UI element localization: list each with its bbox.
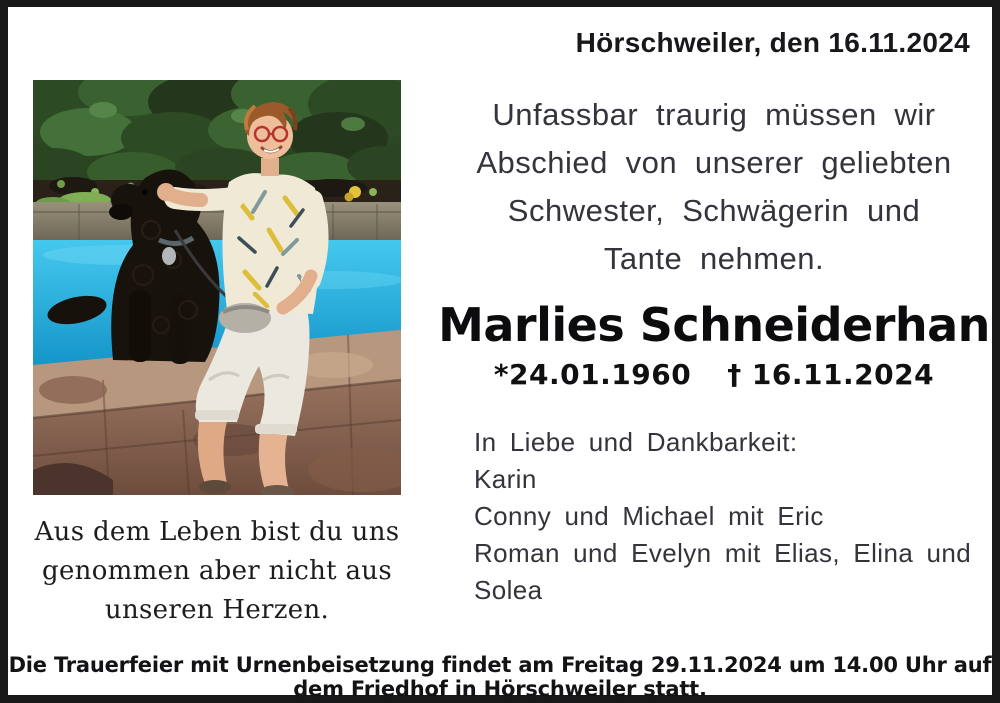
deceased-name: Marlies Schneiderhan — [438, 298, 990, 352]
notice-card — [8, 7, 992, 701]
life-dates — [430, 358, 998, 391]
birth-date: *24.01.1960 — [493, 358, 692, 391]
death-date: † 16.11.2024 — [727, 358, 935, 391]
announcement-column — [430, 91, 998, 609]
intro-line: Abschied von unserer geliebten — [476, 145, 952, 180]
intro-text — [430, 91, 998, 283]
intro-line: Unfassbar traurig müssen wir — [492, 97, 936, 132]
poem-line: unseren Herzen. — [104, 595, 330, 625]
intro-line: Tante nehmen. — [603, 241, 825, 276]
mourners-heading: In Liebe und Dankbarkeit: — [474, 427, 798, 457]
poem-line: Aus dem Leben bist du uns — [34, 517, 400, 547]
memorial-photo-illustration — [33, 80, 401, 495]
mourners-list — [474, 424, 998, 609]
intro-line: Schwester, Schwägerin und — [507, 193, 921, 228]
memorial-photo — [33, 80, 401, 495]
poem-verse — [25, 513, 409, 630]
poem-line: genommen aber nicht aus — [42, 556, 392, 586]
mourner-line: Karin — [474, 464, 537, 494]
mourner-line: Roman und Evelyn mit Elias, Elina und Solea — [474, 538, 972, 605]
mourner-line: Conny und Michael mit Eric — [474, 501, 824, 531]
place-dateline: Hörschweiler, den 16.11.2024 — [575, 27, 970, 58]
funeral-details: Die Trauerfeier mit Urnenbeisetzung findet am Freitag 29.11.2024 um 14.00 Uhr auf dem Friedhof in Hörschweiler statt. — [8, 653, 992, 701]
